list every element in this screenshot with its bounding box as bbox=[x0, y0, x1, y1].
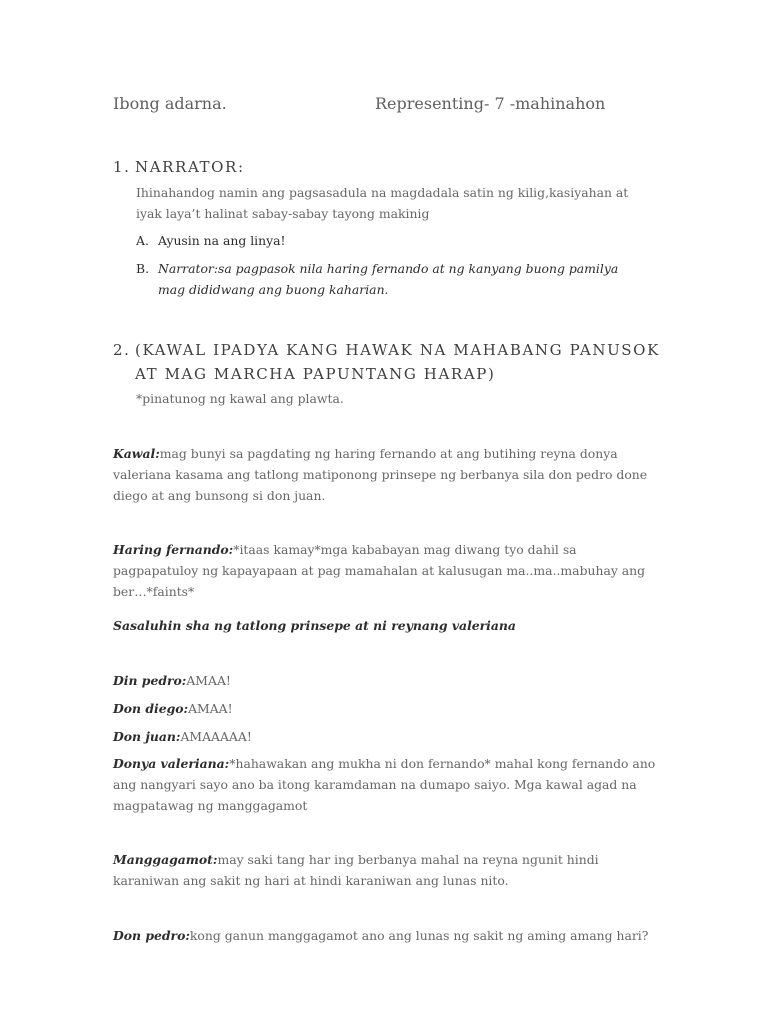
speaker-name: Donya valeriana: bbox=[113, 756, 230, 771]
script-line bbox=[113, 670, 658, 691]
dialogue-text: AMAA! bbox=[188, 701, 233, 716]
section-1-heading bbox=[113, 155, 245, 179]
dialogue-text: *hahawakan ang mukha ni don fernando* mahal kong fernando ano ang nangyari sayo ano ba itong karamdaman na dumapo saiyo. Mga kawal agad na magpatawag ng manggagamot bbox=[113, 756, 656, 813]
section-2-title: (KAWAL IPADYA KANG HAWAK NA MAHABANG PANUSOK AT MAG MARCHA PAPUNTANG HARAP) bbox=[135, 341, 660, 383]
script-line bbox=[113, 925, 658, 946]
script-line bbox=[113, 539, 658, 602]
speaker-name: Don diego: bbox=[113, 701, 189, 716]
script-line bbox=[113, 698, 658, 719]
list-item-text: Narrator:sa pagpasok nila haring fernando at ng kanyang buong pamilya mag dididwang ang buong kaharian. bbox=[158, 261, 619, 297]
list-item-b bbox=[136, 258, 636, 300]
speaker-name: Haring fernando: bbox=[113, 542, 234, 557]
dialogue-text: kong ganun manggagamot ano ang lunas ng sakit ng aming amang hari? bbox=[189, 928, 649, 943]
section-1-title: NARRATOR: bbox=[135, 158, 245, 176]
narrator-intro: Ihinahandog namin ang pagsasadula na magdadala satin ng kilig,kasiyahan at iyak laya’t halinat sabay-sabay tayong makinig bbox=[136, 185, 629, 221]
script-line bbox=[113, 443, 658, 506]
list-marker: B. bbox=[136, 261, 150, 276]
document-title: Ibong adarna. bbox=[113, 94, 227, 113]
speaker-name: Kawal: bbox=[113, 446, 160, 461]
script-line bbox=[113, 753, 658, 816]
stage-note: *pinatunog ng kawal ang plawta. bbox=[136, 391, 344, 406]
dialogue-text: AMAAAAA! bbox=[180, 729, 252, 744]
script-line bbox=[113, 849, 658, 891]
stage-direction-text: Sasaluhin sha ng tatlong prinsepe at ni reynang valeriana bbox=[113, 618, 516, 633]
group-label: Representing- 7 -mahinahon bbox=[375, 94, 606, 113]
speaker-name: Din pedro: bbox=[113, 673, 187, 688]
section-1-number: 1. bbox=[113, 158, 131, 176]
speaker-name: Don juan: bbox=[113, 729, 181, 744]
dialogue-text: mag bunyi sa pagdating ng haring fernando at ang butihing reyna donya valeriana kasama ang tatlong matiponong prinsepe ng berbanya sila don pedro done diego at ang bunsong si don juan. bbox=[113, 446, 648, 503]
dialogue-text: AMAA! bbox=[186, 673, 231, 688]
list-item-a bbox=[136, 230, 285, 251]
list-marker: A. bbox=[136, 233, 149, 248]
script-line bbox=[113, 726, 658, 747]
speaker-name: Manggagamot: bbox=[113, 852, 218, 867]
stage-direction bbox=[113, 615, 658, 636]
list-item-text: Ayusin na ang linya! bbox=[158, 233, 286, 248]
dialogue-text: may saki tang har ing berbanya mahal na reyna ngunit hindi karaniwan ang sakit ng hari at hindi karaniwan ang lunas nito. bbox=[113, 852, 599, 888]
section-2-heading bbox=[113, 338, 673, 386]
dialogue-text: *itaas kamay*mga kababayan mag diwang tyo dahil sa pagpapatuloy ng kapayapaan at pag mamahalan at kalusugan ma..ma..mabuhay ang ber…*faints* bbox=[113, 542, 646, 599]
section-2-number: 2. bbox=[113, 341, 131, 359]
speaker-name: Don pedro: bbox=[113, 928, 190, 943]
